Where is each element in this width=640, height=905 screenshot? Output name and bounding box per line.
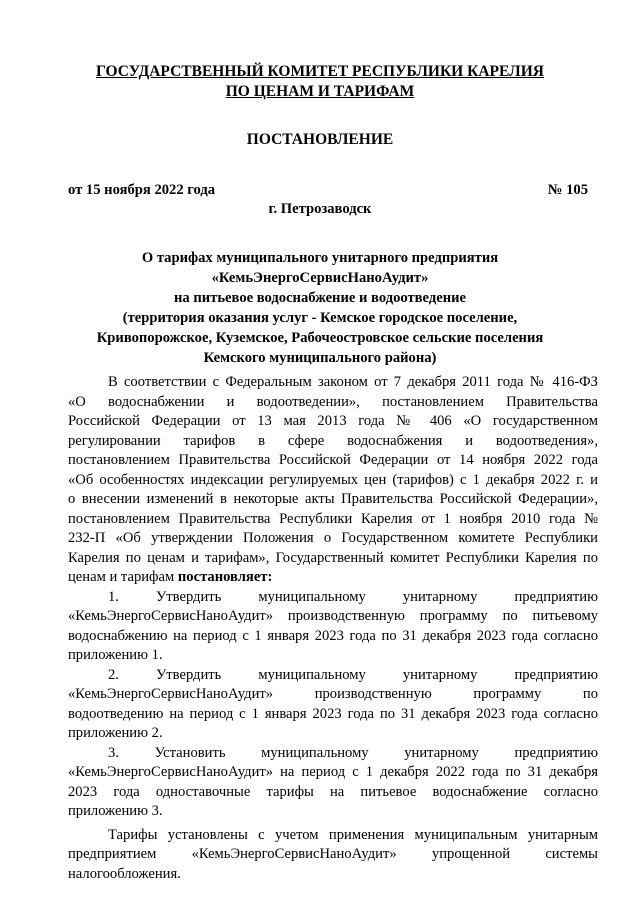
document-title — [0, 248, 640, 368]
title-line: Кривопорожское, Куземское, Рабочеостровское сельские поселения — [96, 330, 544, 346]
item-1-line: водоснабжению на период с 1 января 2023 года по 31 декабря 2023 года согласно — [68, 627, 598, 644]
title-line: (территория оказания услуг - Кемское городское поселение, — [122, 310, 518, 326]
resolves-word: постановляет: — [177, 569, 273, 585]
title-line: «КемьЭнергоСервисНаноАудит» — [211, 270, 429, 286]
preamble-last-line — [68, 568, 598, 588]
preamble-line: регулировании тарифов в сфере водоснабжения и водоотведения», — [68, 432, 598, 449]
item-1-last-line: приложению 1. — [68, 647, 163, 663]
preamble-line: «Об особенностях индексации регулируемых цен (тарифов) с 1 декабря 2022 г. и — [68, 471, 598, 488]
preamble-line: 232-П «Об утверждении Положения о Государственном комитете Республики — [68, 530, 598, 546]
preamble-line: «О водоснабжении и водоотведении», постановлением Правительства — [68, 393, 598, 410]
item-3-line: «КемьЭнергоСервисНаноАудит» на период с 1 декабря 2022 года по 31 декабря — [68, 764, 598, 780]
item-2-line: «КемьЭнергоСервисНаноАудит» производственную программу по — [68, 686, 598, 702]
item-2-line: 2. Утвердить муниципальному унитарному предприятию — [108, 666, 598, 683]
document-number: № 105 — [547, 182, 588, 198]
item-2-line: водоотведению на период с 1 января 2023 года по 31 декабря 2023 года согласно — [68, 705, 598, 722]
note-last-line: налогообложения. — [68, 865, 181, 882]
note-line: предприятием «КемьЭнергоСервисНаноАудит» упрощенной системы — [68, 846, 598, 862]
preamble-line: Карелия по ценам и тарифам», Государственный комитет Республики Карелия по — [68, 549, 598, 566]
committee-name — [0, 62, 640, 102]
item-2-last-line: приложению 2. — [68, 725, 163, 741]
item-3-line: 3. Установить муниципальному унитарному предприятию — [108, 744, 598, 761]
document-city: г. Петрозаводск — [268, 201, 372, 217]
item-1-line: «КемьЭнергоСервисНаноАудит» производственную программу по питьевому — [68, 608, 598, 624]
item-1-line: 1. Утвердить муниципальному унитарному предприятию — [108, 588, 598, 605]
item-3-line: 2023 года одноставочные тарифы на питьевое водоснабжение согласно — [68, 783, 598, 800]
preamble-line: Российской Федерации от 13 мая 2013 года № 406 «О государственном — [68, 413, 598, 429]
preamble-line: В соответствии с Федеральным законом от 7 декабря 2011 года № 416-ФЗ — [108, 374, 598, 390]
preamble-line: постановлением Правительства Российской Федерации от 14 ноября 2022 года — [68, 452, 598, 468]
title-line: Кемского муниципального района) — [203, 350, 437, 366]
document-type: ПОСТАНОВЛЕНИЕ — [246, 131, 394, 148]
preamble-line: постановлением Правительства Республики Карелия от 1 ноября 2010 года № — [68, 510, 598, 527]
item-3-last-line: приложению 3. — [68, 803, 163, 819]
preamble-line: о внесении изменений в некоторые акты Правительства Российской Федерации», — [68, 491, 598, 507]
title-line: на питьевое водоснабжение и водоотведение — [174, 290, 466, 306]
preamble-tail: ценам и тарифам — [68, 569, 175, 585]
document-date: от 15 ноября 2022 года — [68, 182, 216, 198]
note-line: Тарифы установлены с учетом применения муниципальным унитарным — [108, 826, 598, 843]
committee-name-line-2: ПО ЦЕНАМ И ТАРИФАМ — [225, 83, 415, 100]
preamble — [68, 373, 598, 884]
committee-name-line-1: ГОСУДАРСТВЕННЫЙ КОМИТЕТ РЕСПУБЛИКИ КАРЕЛИЯ — [96, 63, 544, 80]
title-line: О тарифах муниципального унитарного предприятия — [141, 250, 499, 266]
